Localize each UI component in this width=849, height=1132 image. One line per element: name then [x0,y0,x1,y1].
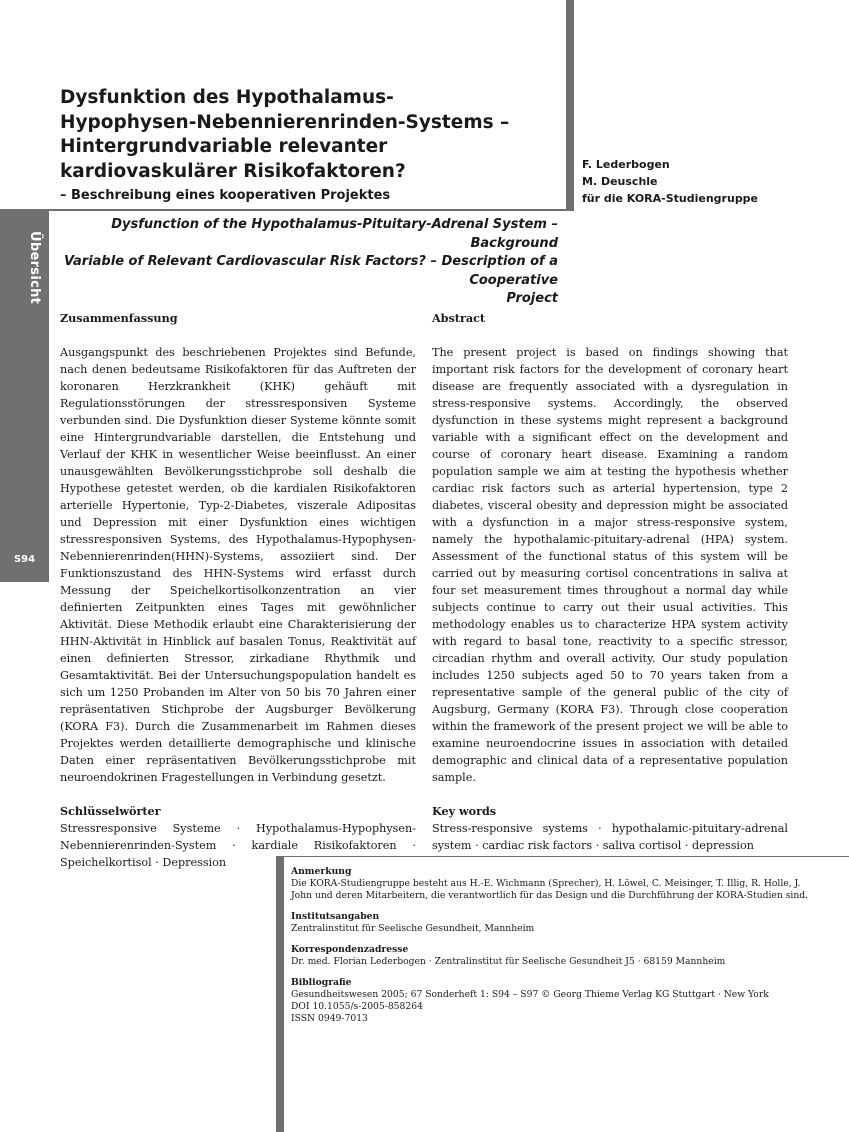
institute-block [291,911,821,935]
author-group: für die KORA-Studiengruppe [582,192,759,205]
note-text: Die KORA-Studiengruppe besteht aus H.-E. Wichmann (Sprecher), H. Löwel, C. Meisinger, T. Illig, R. Holle, J. John und deren Mitarbeitern, die verantwortlich für das Design und die Durchführung der KORA-Studien sind. [291,878,809,901]
institute-label: Institutsangaben [291,911,380,922]
correspondence-label: Korrespondenzadresse [291,944,409,955]
author: F. Lederbogen [582,158,670,171]
german-keywords: Stressresponsive Systeme · Hypothalamus-Hypophysen-Nebennierenrinden-System · kardiale Risikofaktoren · Speichelkortisol · Depression [60,822,416,869]
article-title [60,86,560,184]
section-tab-label: Übersicht [27,231,42,305]
english-title-line: Variable of Relevant Cardiovascular Risk Factors? – Description of a Cooperative [63,254,558,288]
bibliography-label: Bibliografie [291,977,352,988]
top-vertical-bar [566,0,574,211]
bibliography-block [291,977,821,1025]
article-subtitle: – Beschreibung eines kooperativen Projektes [60,188,391,203]
german-abstract-column [60,310,416,871]
german-abstract-body: Ausgangspunkt des beschriebenen Projektes sind Befunde, nach denen bedeutsame Risikofaktoren für das Auftreten der koronaren Herzkrankheit (KHK) gehäuft mit Regulationsstörungen der stressresponsiven Systeme verbunden sind. Die Dysfunktion dieser Systeme könnte somit eine Hintergrundvariable darstellen, die Entstehung und Verlauf der KHK in wesentlicher Weise beeinflusst. An einer unausgewählten Bevölkerungsstichprobe soll deshalb die Hypothese getestet werden, ob die kardialen Risikofaktoren arterielle Hypertonie, Typ-2-Diabetes, viszerale Adipositas und Depression mit einer Dysfunktion eines wichtigen stressresponsiven Systems, des Hypothalamus-Hypophysen-Nebennierenrinden(HHN)-Systems, assoziiert sind. Der Funktionszustand des HHN-Systems wird erfasst durch Messung der Speichelkortisolkonzentration an vier definierten Zeitpunkten eines Tages mit gewöhnlicher Aktivität. Diese Methodik erlaubt eine Charakterisierung der HHN-Aktivität in Hinblick auf basalen Tonus, Reaktivität auf einen definierten Stressor, zirkadiane Rhythmik und Gesamtaktivität. Bei der Untersuchungspopulation handelt es sich um 1250 Probanden im Alter von 50 bis 70 Jahren einer repräsentativen Stichprobe der Augsburger Bevölkerung (KORA F3). Durch die Zusammenarbeit im Rahmen dieses Projektes werden detaillierte demographische und klinische Daten einer repräsentativen Bevölkerungsstichprobe mit neuroendokrinen Fragestellungen in Verbindung gesetzt. [60,346,416,784]
info-box-bar [276,857,284,1132]
english-title-line: Dysfunction of the Hypothalamus-Pituitary-Adrenal System – Background [111,217,558,251]
title-line: Hintergrundvariable relevanter [60,136,388,157]
article-info-box [291,866,821,1034]
info-box-top-line [276,856,849,857]
english-keywords-heading: Key words [432,804,497,818]
english-abstract-heading: Abstract [432,311,486,325]
title-line: Hypophysen-Nebennierenrinden-Systems – [60,111,510,133]
english-abstract-body: The present project is based on findings showing that important risk factors for the development of coronary heart disease are frequently associated with a dysregulation in stress-responsive systems. Accordingly, the observed dysfunction in these systems might represent a background variable with a significant effect on the development and course of coronary heart disease. Examining a random population sample we aim at testing the hypothesis whether cardiac risk factors such as arterial hypertension, type 2 diabetes, visceral obesity and depression might be associated with a dysfunction in a major stress-responsive system, namely the hypothalamic-pituitary-adrenal (HPA) system. Assessment of the functional status of this system will be carried out by measuring cortisol concentrations in saliva at four set measurement times throughout a normal day while subjects continue to carry out their usual activities. This methodology enables us to characterize HPA system activity with regard to basal tone, reactivity to a specific stressor, circadian rhythm and overall activity. Our study population includes 1250 subjects aged 50 to 70 years taken from a representative sample of the general public of the city of Augsburg, Germany (KORA F3). Through close cooperation within the framework of the present project we will be able to examine neuroendocrine issues in association with detailed demographic and clinical data of a representative population sample. [432,346,788,784]
correspondence-text: Dr. med. Florian Lederbogen · Zentralinstitut für Seelische Gesundheit J5 · 68159 Mannheim [291,956,726,967]
doi-link[interactable]: DOI 10.1055/s-2005-858264 [291,1001,423,1012]
english-title [58,216,558,309]
author: M. Deuschle [582,175,658,188]
institute-text: Zentralinstitut für Seelische Gesundheit, Mannheim [291,923,535,934]
title-line: Dysfunktion des Hypothalamus- [60,87,394,108]
author-list [582,156,842,207]
german-abstract-heading: Zusammenfassung [60,311,178,325]
bibliography-line: Gesundheitswesen 2005; 67 Sonderheft 1: S94 – S97 © Georg Thieme Verlag KG Stuttgart · New York [291,989,769,1000]
note-block [291,866,821,902]
english-abstract-column [432,310,788,854]
note-label: Anmerkung [291,866,352,877]
english-title-line: Project [506,291,558,306]
title-line: kardiovaskulärer Risikofaktoren? [60,160,406,182]
section-tab [0,211,49,582]
header-divider [0,209,574,211]
page-number: S94 [13,554,36,565]
german-keywords-heading: Schlüsselwörter [60,804,161,818]
issn-line: ISSN 0949-7013 [291,1013,368,1024]
english-keywords: Stress-responsive systems · hypothalamic-pituitary-adrenal system · cardiac risk factors · saliva cortisol · depression [432,822,788,852]
correspondence-block [291,944,821,968]
